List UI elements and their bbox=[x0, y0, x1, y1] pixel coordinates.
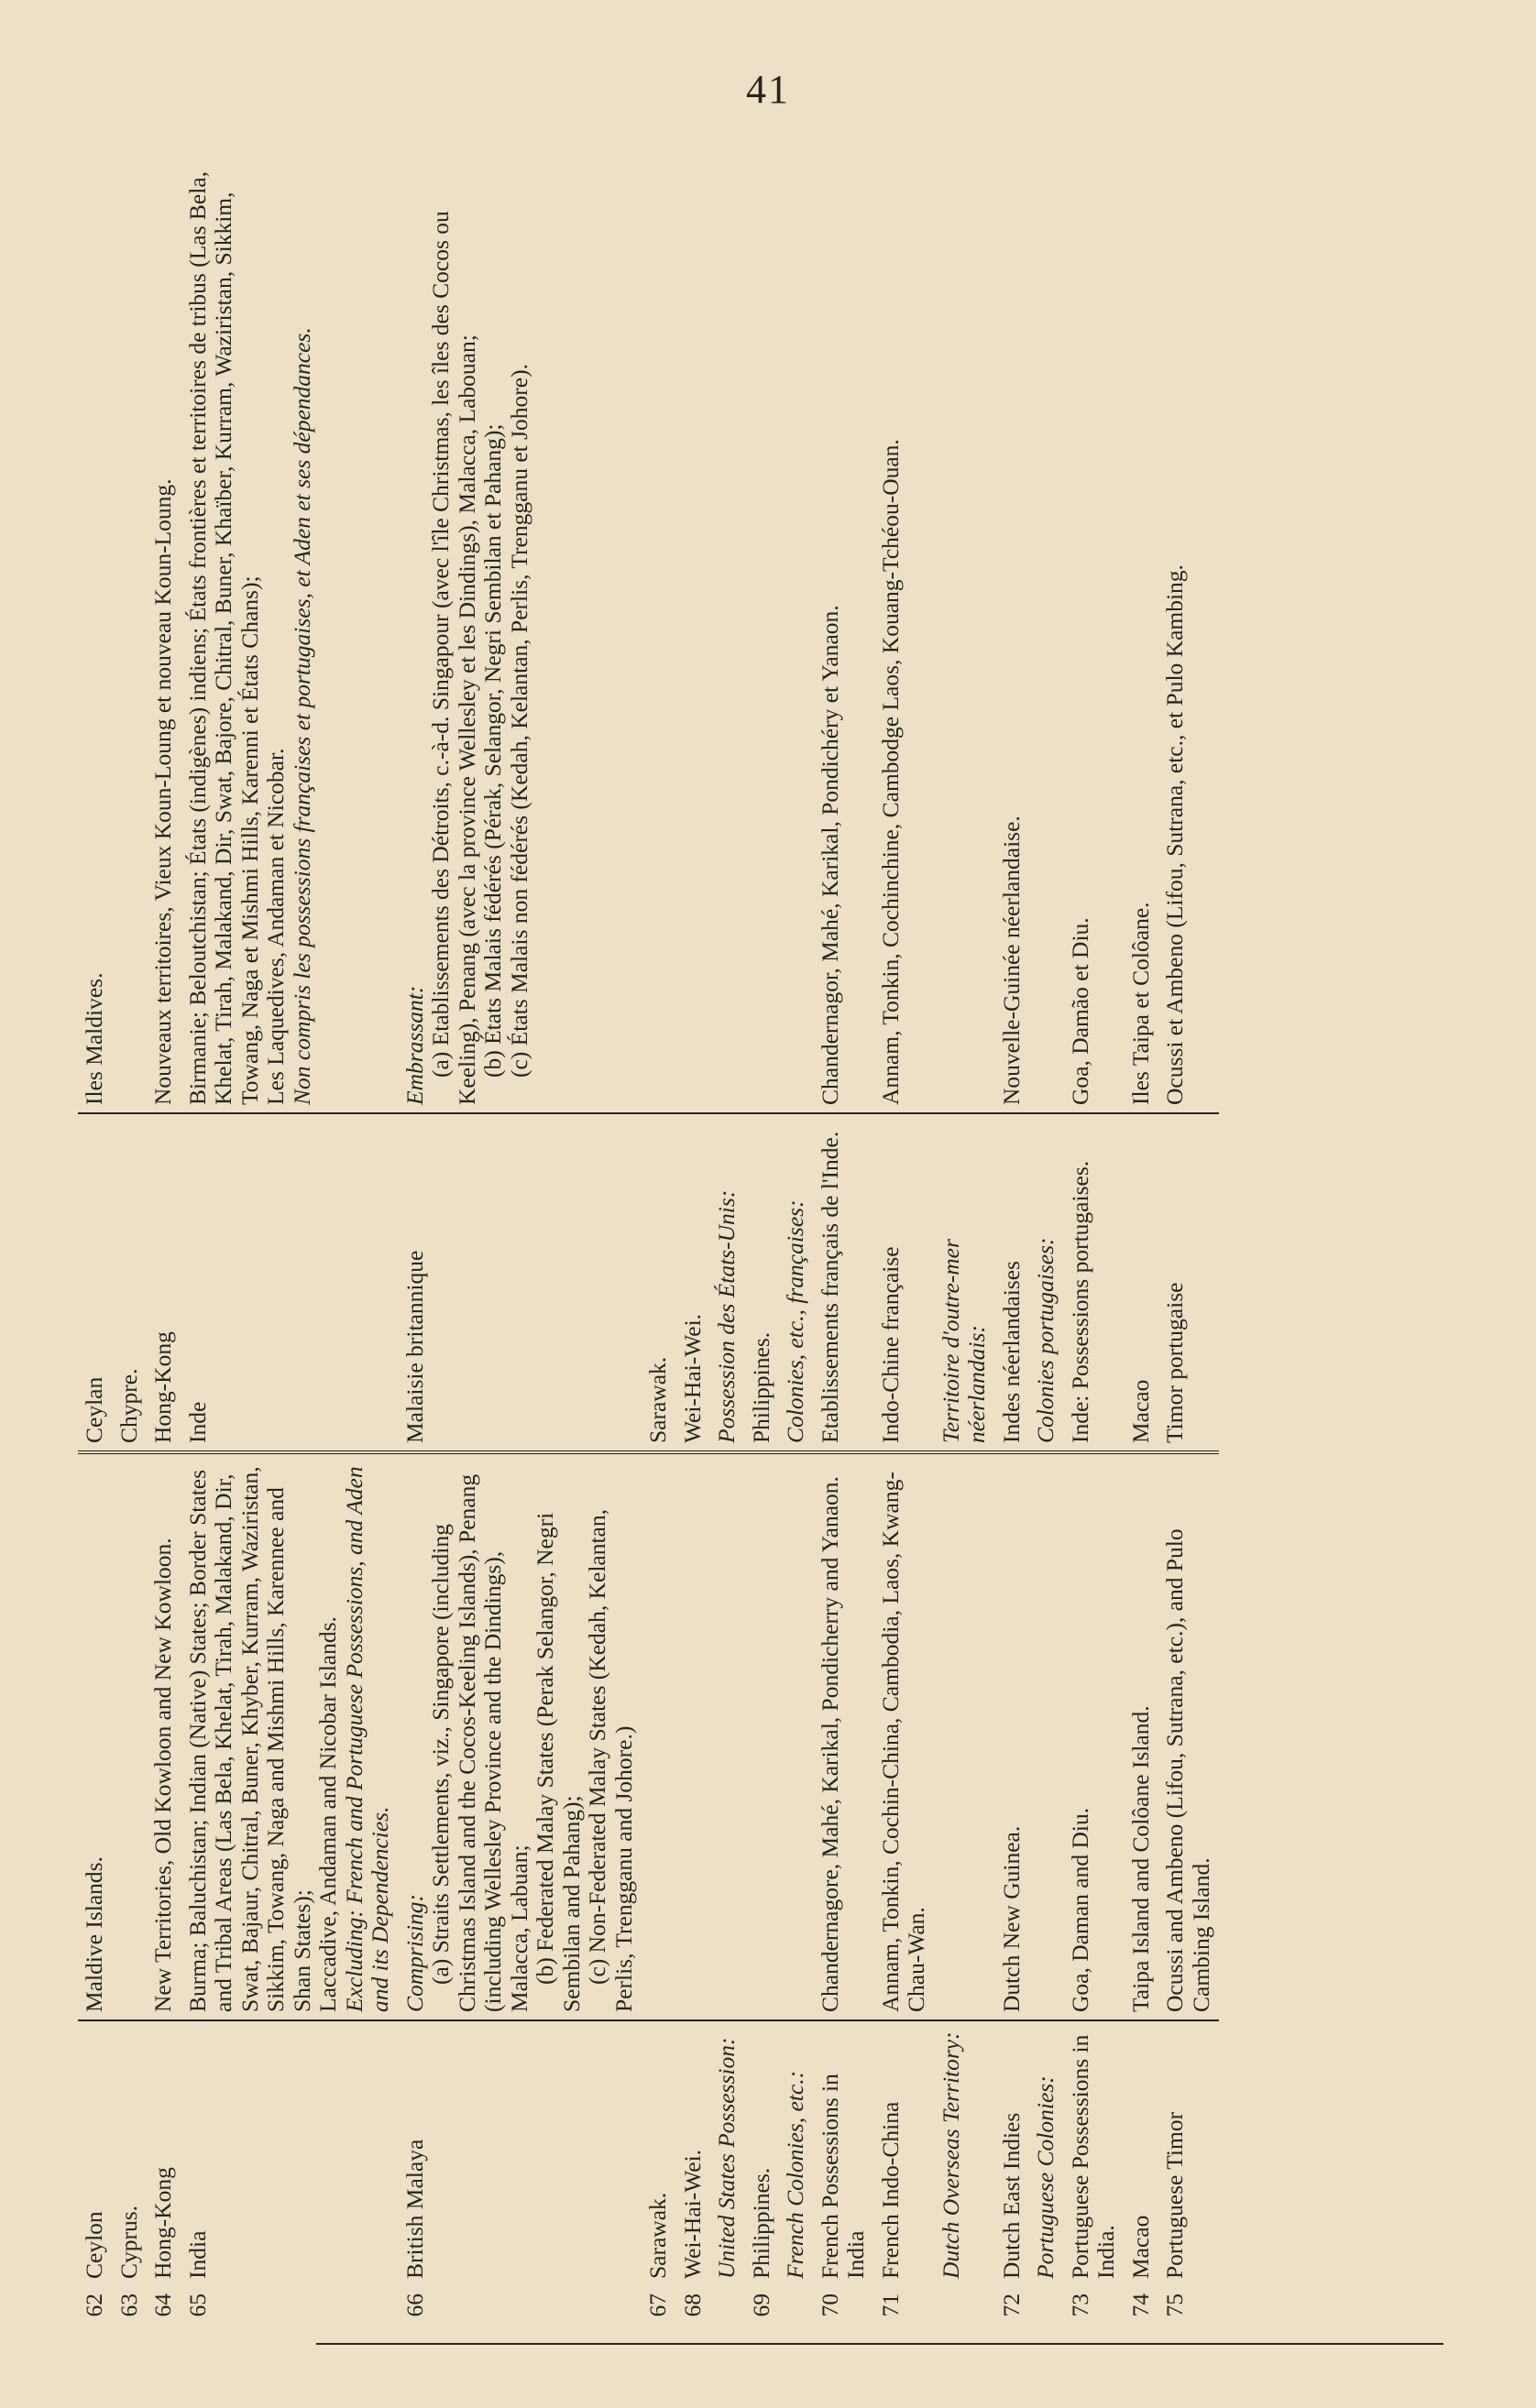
french-territory-line: Etablissements français de l'Inde. bbox=[816, 1131, 843, 1443]
french-territory bbox=[1064, 1113, 1125, 1452]
french-territory-line: Inde: Possessions portugaises. bbox=[1066, 1160, 1093, 1443]
french-details-line: Les Laquedives, Andaman et Nicobar. bbox=[262, 748, 289, 1105]
territory-row bbox=[995, 160, 1030, 2359]
english-details-line: New Territories, Old Kowloon and New Kowloon. bbox=[149, 1538, 176, 2012]
territory-row bbox=[1158, 160, 1219, 2359]
row-number-line: 70 bbox=[816, 2293, 843, 2317]
french-details bbox=[1158, 160, 1219, 1113]
french-territory-line: Wei-Hai-Wei. bbox=[678, 1313, 706, 1443]
french-territory bbox=[995, 1113, 1030, 1452]
row-number-line: 68 bbox=[678, 2293, 706, 2317]
row-number bbox=[745, 2286, 780, 2359]
french-territory bbox=[676, 1113, 711, 1452]
english-territory bbox=[78, 2020, 113, 2286]
english-details bbox=[181, 1452, 399, 2020]
territory-row bbox=[113, 160, 148, 2359]
english-territory bbox=[874, 2020, 935, 2286]
french-details-line: (a) Etablissements des Détroits, c.-à-d. Singapour (avec l'île Christmas, les îles des Cocos ou Keeling), Penang (avec la province Wellesley et les Dindings), Malacca, Labouan; bbox=[427, 211, 480, 1105]
french-details bbox=[779, 160, 814, 1113]
english-territory bbox=[399, 2020, 642, 2286]
french-territory bbox=[814, 1113, 874, 1452]
row-number bbox=[779, 2286, 814, 2359]
row-number-line: 69 bbox=[747, 2293, 774, 2317]
english-territory-line: Portuguese Possessions in India. bbox=[1066, 2034, 1119, 2279]
english-details bbox=[779, 1452, 814, 2020]
row-number bbox=[710, 2286, 745, 2359]
bottom-rule bbox=[316, 2343, 1443, 2345]
french-territory bbox=[935, 1113, 995, 1452]
french-territory-line: Inde bbox=[183, 1401, 211, 1443]
english-territory bbox=[1064, 2020, 1125, 2286]
french-details bbox=[995, 160, 1030, 1113]
french-territory bbox=[642, 1113, 676, 1452]
french-details-line: Iles Taipa et Colôane. bbox=[1126, 902, 1154, 1105]
territory-row bbox=[874, 160, 935, 2359]
territory-row bbox=[642, 160, 676, 2359]
section-heading-row bbox=[1029, 160, 1064, 2359]
english-territory-line: Philippines. bbox=[747, 2167, 774, 2279]
territory-row bbox=[1125, 160, 1159, 2359]
french-details-line: (b) États Malais fédérés (Pérak, Selangor, Negri Sembilan et Pahang); bbox=[479, 423, 506, 1078]
english-details bbox=[814, 1452, 874, 2020]
english-territory bbox=[113, 2020, 148, 2286]
english-territory bbox=[1125, 2020, 1159, 2286]
english-territory-line: French Indo-China bbox=[876, 2101, 904, 2279]
territory-row bbox=[814, 160, 874, 2359]
french-details-line: Birmanie; Beloutchistan; États (indigènes) indiens; États frontières et territoires de tribus (Las Bela, Khelat, Tirah, Malakand, Dir, Swat, Bajore, Chitral, Buner, Khaïber, Kurram, Waziristan, Sikkim, Towang, Naga et Mishmi Hills, Karenni et États Chans); bbox=[183, 170, 263, 1105]
row-number bbox=[1029, 2286, 1064, 2359]
row-number bbox=[147, 2286, 181, 2359]
english-territory-line: Hong-Kong bbox=[149, 2167, 176, 2279]
territory-row bbox=[399, 160, 642, 2359]
english-details bbox=[874, 1452, 935, 2020]
english-details bbox=[676, 1452, 711, 2020]
french-territory bbox=[710, 1113, 745, 1452]
french-territory-line: Chypre. bbox=[115, 1368, 142, 1443]
french-territory-line: Philippines. bbox=[747, 1331, 774, 1443]
row-number bbox=[874, 2286, 935, 2359]
english-details bbox=[1064, 1452, 1125, 2020]
english-territory-line: British Malaya bbox=[400, 2139, 428, 2279]
english-details-line: Taipa Island and Colôane Island. bbox=[1126, 1705, 1154, 2012]
english-details bbox=[642, 1452, 676, 2020]
french-territory bbox=[1029, 1113, 1064, 1452]
row-number-line: 63 bbox=[115, 2293, 142, 2317]
english-territory-line: Dutch Overseas Territory: bbox=[937, 2031, 964, 2279]
french-details-line: Ocussi et Ambeno (Lifou, Sutrana, etc., et Pulo Kambing. bbox=[1161, 564, 1188, 1105]
row-number bbox=[1064, 2286, 1125, 2359]
french-territory-line: Colonies, etc., françaises: bbox=[782, 1199, 808, 1443]
row-number-line: 65 bbox=[183, 2293, 211, 2317]
english-details bbox=[147, 1452, 181, 2020]
french-territory bbox=[147, 1113, 181, 1452]
territory-row bbox=[676, 160, 711, 2359]
french-territory-line: Colonies portugaises: bbox=[1032, 1237, 1059, 1443]
english-territory-line: Wei-Hai-Wei. bbox=[678, 2149, 706, 2279]
english-details-line: (b) Federated Malay States (Perak Selangor, Negri Sembilan and Pahang); bbox=[532, 1512, 585, 2012]
english-details-line: Laccadive, Andaman and Nicobar Islands. bbox=[314, 1616, 341, 2012]
french-details-line: Goa, Damão et Diu. bbox=[1066, 917, 1093, 1105]
row-number bbox=[181, 2286, 399, 2359]
row-number-line: 75 bbox=[1161, 2293, 1188, 2317]
french-territory-line: Sarawak. bbox=[644, 1356, 671, 1443]
french-details-line: Nouvelle-Guinée néerlandaise. bbox=[997, 815, 1025, 1105]
row-number-line: 72 bbox=[997, 2293, 1025, 2317]
french-territory-line: Timor portugaise bbox=[1161, 1282, 1188, 1443]
page-number: 41 bbox=[746, 67, 790, 112]
english-territory-line: India bbox=[183, 2230, 211, 2279]
french-details-line: Non compris les possessions françaises et portugaises, et Aden et ses dépendances. bbox=[288, 327, 315, 1105]
english-territory bbox=[779, 2020, 814, 2286]
section-heading-row bbox=[710, 160, 745, 2359]
french-territory-line: Ceylan bbox=[81, 1376, 107, 1443]
english-territory bbox=[1029, 2020, 1064, 2286]
english-territory-line: French Possessions in India bbox=[816, 2074, 869, 2279]
french-details bbox=[78, 160, 113, 1113]
english-territory bbox=[1158, 2020, 1219, 2286]
english-details bbox=[935, 1452, 995, 2020]
row-number bbox=[113, 2286, 148, 2359]
english-details-line: Maldive Islands. bbox=[81, 1856, 107, 2012]
english-territory bbox=[181, 2020, 399, 2286]
english-details-line: Dutch New Guinea. bbox=[997, 1825, 1025, 2012]
french-details bbox=[113, 160, 148, 1113]
english-territory-line: United States Possession: bbox=[713, 2037, 740, 2279]
french-details bbox=[1029, 160, 1064, 1113]
french-details bbox=[181, 160, 399, 1113]
english-details-line: (c) Non-Federated Malay States (Kedah, Kelantan, Perlis, Trengganu and Johore.) bbox=[584, 1508, 637, 2012]
french-territory-line: Hong-Kong bbox=[149, 1331, 176, 1443]
row-number-line: 64 bbox=[149, 2293, 176, 2317]
territory-row bbox=[1064, 160, 1125, 2359]
english-details-line: Burma; Baluchistan; Indian (Native) States; Border States and Tribal Areas (Las Bela, Khelat, Tirah, Malakand, Dir, Swat, Bajaur, Chitral, Buner, Khyber, Kurram, Waziristan, Sikkim, Towang, Naga and Mishmi Hills, Karennee and Shan States); bbox=[183, 1466, 315, 2012]
english-territory-line: Portuguese Timor bbox=[1161, 2111, 1188, 2279]
territory-row bbox=[745, 160, 780, 2359]
french-territory bbox=[874, 1113, 935, 1452]
english-details-line: Chandernagore, Mahé, Karikal, Pondicherry and Yanaon. bbox=[816, 1476, 843, 2012]
english-territory-line: Dutch East Indies bbox=[997, 2112, 1025, 2279]
english-territory-line: Ceylon bbox=[81, 2211, 107, 2279]
french-territory bbox=[1125, 1113, 1159, 1452]
english-territory-line: Macao bbox=[1126, 2215, 1154, 2279]
french-details-line: Nouveaux territoires, Vieux Koun-Loung et nouveau Koun-Loung. bbox=[149, 478, 176, 1105]
french-details-line: Chandernagor, Mahé, Karikal, Pondichéry et Yanaon. bbox=[816, 605, 843, 1105]
french-territory-line: Possession des États-Unis: bbox=[713, 1189, 740, 1443]
french-details bbox=[1064, 160, 1125, 1113]
english-details-line: Comprising: bbox=[400, 1894, 428, 2012]
row-number-line: 62 bbox=[81, 2293, 107, 2317]
english-territory-line: Sarawak. bbox=[644, 2192, 671, 2279]
english-details-line: Excluding: French and Portuguese Possessions, and Aden and its Dependencies. bbox=[340, 1466, 393, 2012]
rotated-table-container bbox=[78, 160, 1352, 2359]
french-details-line: Iles Maldives. bbox=[81, 972, 107, 1105]
english-territory bbox=[814, 2020, 874, 2286]
english-details-line: (a) Straits Settlements, viz., Singapore (including Christmas Island and the Cocos-Keeling Islands), Penang (including Wellesley Province and the Dindings), Malacca, Labuan; bbox=[427, 1473, 532, 2012]
french-details bbox=[1125, 160, 1159, 1113]
english-details bbox=[1029, 1452, 1064, 2020]
row-number bbox=[78, 2286, 113, 2359]
french-details bbox=[147, 160, 181, 1113]
row-number bbox=[1125, 2286, 1159, 2359]
row-number bbox=[676, 2286, 711, 2359]
row-number bbox=[935, 2286, 995, 2359]
french-territory bbox=[745, 1113, 780, 1452]
french-territory bbox=[181, 1113, 399, 1452]
row-number-line: 67 bbox=[644, 2293, 671, 2317]
table-body bbox=[78, 160, 1219, 2359]
french-details bbox=[676, 160, 711, 1113]
row-number-line: 71 bbox=[876, 2293, 904, 2317]
territory-row bbox=[78, 160, 113, 2359]
french-details-line: (c) États Malais non fédérés (Kedah, Kelantan, Perlis, Trengganu et Johore). bbox=[505, 364, 532, 1078]
section-heading-row bbox=[779, 160, 814, 2359]
row-number-line: 73 bbox=[1066, 2293, 1093, 2317]
territory-row bbox=[181, 160, 399, 2359]
row-number bbox=[814, 2286, 874, 2359]
english-territory bbox=[995, 2020, 1030, 2286]
french-territory bbox=[779, 1113, 814, 1452]
english-territory bbox=[710, 2020, 745, 2286]
row-number-line: 74 bbox=[1126, 2293, 1154, 2317]
french-details-line: Embrassant: bbox=[400, 985, 428, 1105]
english-details bbox=[1158, 1452, 1219, 2020]
english-details bbox=[78, 1452, 113, 2020]
french-details bbox=[710, 160, 745, 1113]
french-territory bbox=[113, 1113, 148, 1452]
french-territory-line: Malaisie britannique bbox=[400, 1250, 428, 1443]
english-details-line: Ocussi and Ambeno (Lifou, Sutrana, etc.), and Pulo Cambing Island. bbox=[1161, 1528, 1214, 2012]
english-details bbox=[995, 1452, 1030, 2020]
english-details bbox=[710, 1452, 745, 2020]
english-territory-line: Cyprus. bbox=[115, 2205, 142, 2279]
french-details bbox=[874, 160, 935, 1113]
french-details bbox=[399, 160, 642, 1113]
english-territory bbox=[745, 2020, 780, 2286]
english-details bbox=[399, 1452, 642, 2020]
french-territory bbox=[399, 1113, 642, 1452]
english-details bbox=[745, 1452, 780, 2020]
french-details bbox=[745, 160, 780, 1113]
english-details-line: Goa, Daman and Diu. bbox=[1066, 1807, 1093, 2012]
french-territory bbox=[1158, 1113, 1219, 1452]
french-details bbox=[814, 160, 874, 1113]
row-number bbox=[1158, 2286, 1219, 2359]
french-territory-line: Indes néerlandaises bbox=[997, 1261, 1025, 1443]
english-details bbox=[1125, 1452, 1159, 2020]
english-territory-line: French Colonies, etc.: bbox=[782, 2070, 808, 2279]
row-number bbox=[642, 2286, 676, 2359]
english-territory bbox=[147, 2020, 181, 2286]
row-number bbox=[399, 2286, 642, 2359]
english-territory bbox=[676, 2020, 711, 2286]
row-number-line: 66 bbox=[400, 2293, 428, 2317]
french-territory-line: Territoire d'outre-mer néerlandais: bbox=[937, 1239, 990, 1443]
french-territory-line: Macao bbox=[1126, 1379, 1154, 1443]
english-details bbox=[113, 1452, 148, 2020]
french-details bbox=[935, 160, 995, 1113]
section-heading-row bbox=[935, 160, 995, 2359]
territories-table bbox=[78, 160, 1219, 2359]
english-details-line: Annam, Tonkin, Cochin-China, Cambodia, Laos, Kwang-Chau-Wan. bbox=[876, 1472, 929, 2012]
french-details bbox=[642, 160, 676, 1113]
french-territory-line: Indo-Chine française bbox=[876, 1246, 904, 1443]
french-territory bbox=[78, 1113, 113, 1452]
english-territory bbox=[935, 2020, 995, 2286]
territory-row bbox=[147, 160, 181, 2359]
english-territory-line: Portuguese Colonies: bbox=[1032, 2075, 1059, 2279]
row-number bbox=[995, 2286, 1030, 2359]
english-territory bbox=[642, 2020, 676, 2286]
french-details-line: Annam, Tonkin, Cochinchine, Cambodge Laos, Kouang-Tchéou-Ouan. bbox=[876, 439, 904, 1105]
